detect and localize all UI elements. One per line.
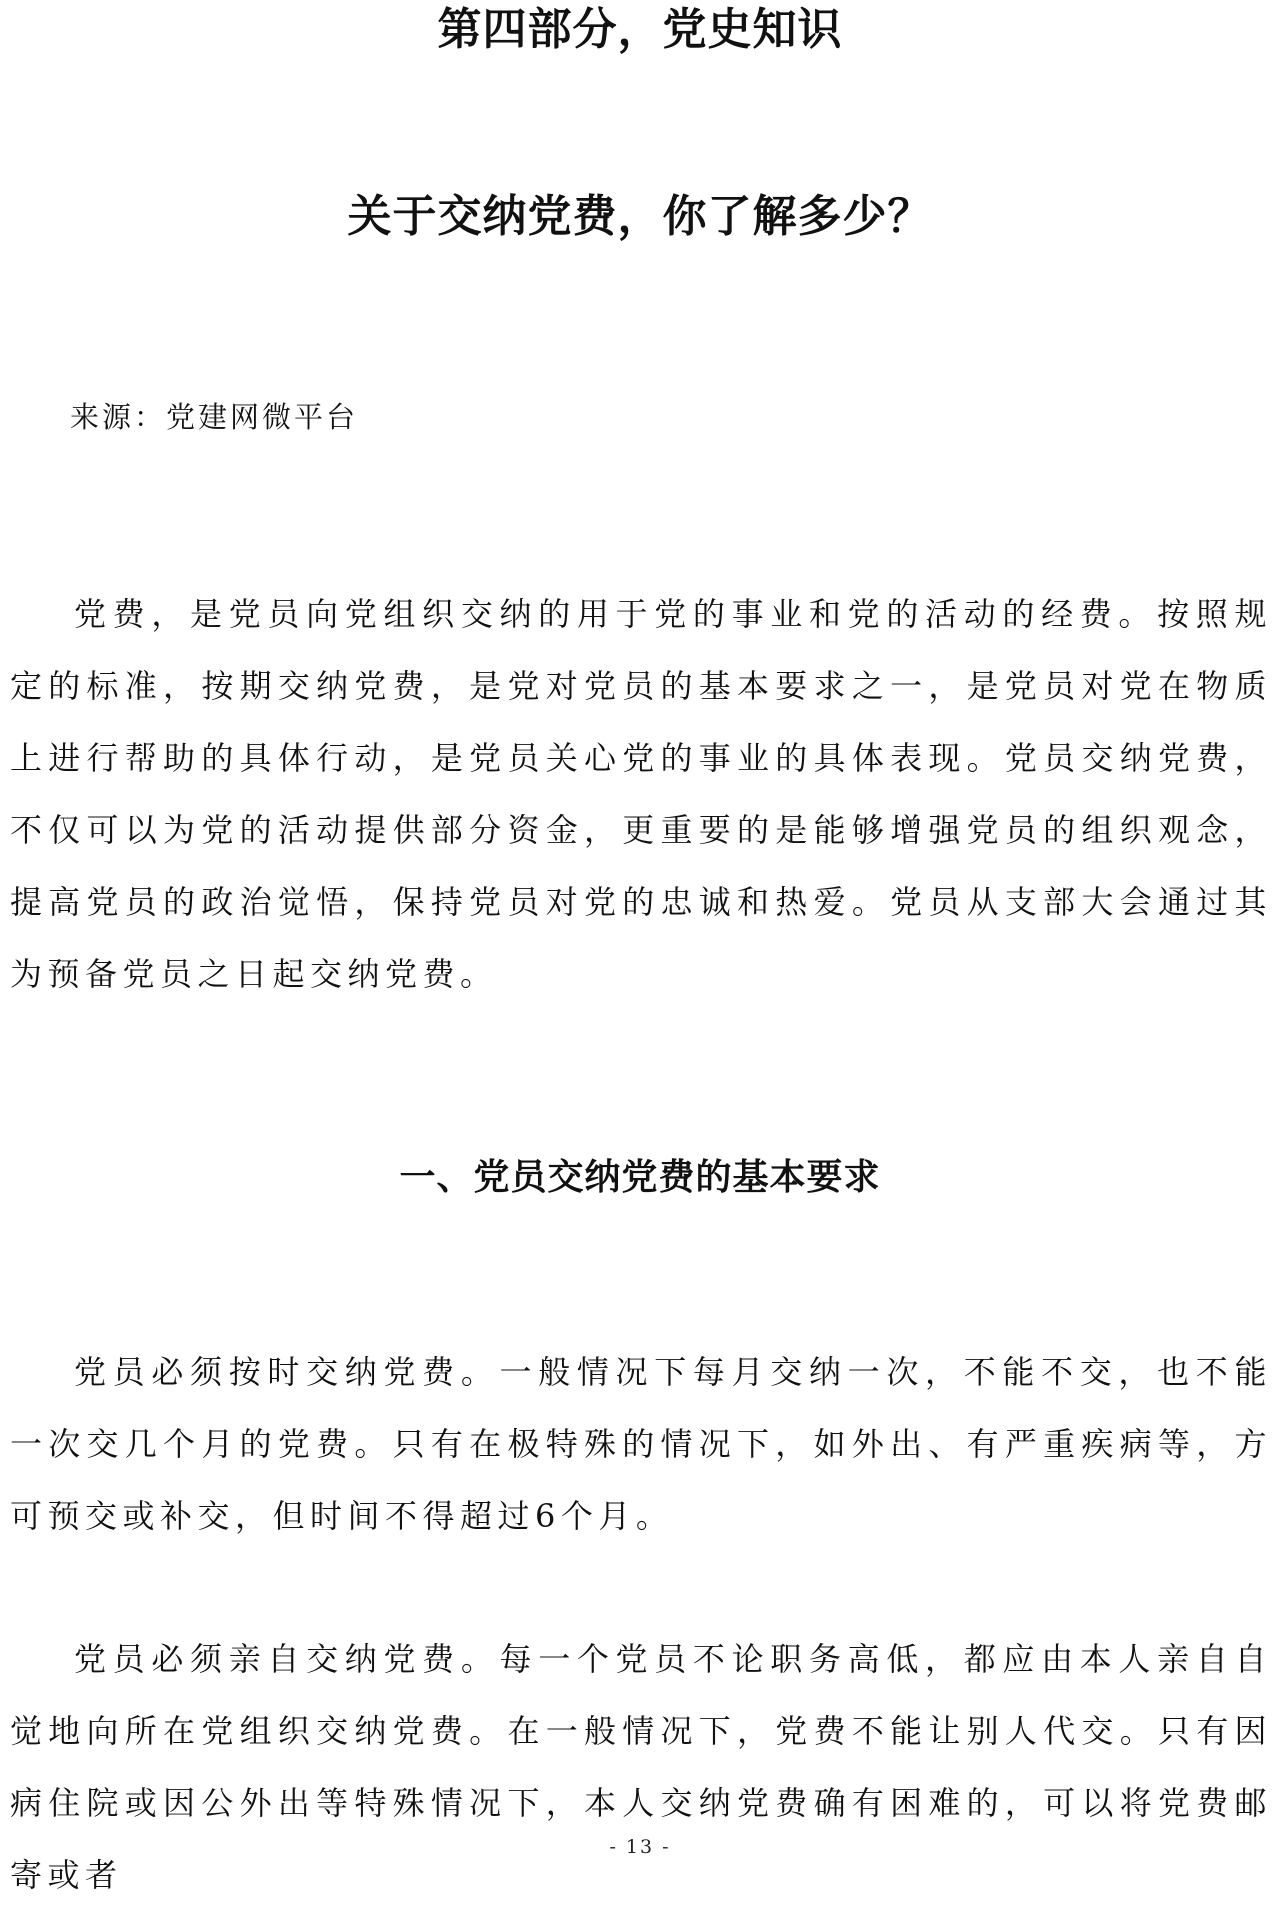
article-title: 关于交纳党费，你了解多少？ (347, 191, 933, 242)
section-heading: 一、党员交纳党费的基本要求 (399, 1157, 881, 1198)
body-paragraph: 党员必须按时交纳党费。一般情况下每月交纳一次，不能不交，也不能一次交几个月的党费。只有在极特殊的情况下，如外出、有严重疾病等，方可预交或补交，但时间不得超过6个月。 (10, 1353, 1272, 1535)
part-title: 第四部分，党史知识 (437, 4, 843, 55)
source-line: 来源：党建网微平台 (70, 400, 359, 434)
body-paragraph: 党员必须亲自交纳党费。每一个党员不论职务高低，都应由本人亲自自觉地向所在党组织交纳党费。在一般情况下，党费不能让别人代交。只有因病住院或因公外出等特殊情况下，本人交纳党费确有困难的，可以将党费邮寄或者 (10, 1640, 1272, 1894)
intro-paragraph: 党费，是党员向党组织交纳的用于党的事业和党的活动的经费。按照规定的标准，按期交纳党费，是党对党员的基本要求之一，是党员对党在物质上进行帮助的具体行动，是党员关心党的事业的具体表现。党员交纳党费，不仅可以为党的活动提供部分资金，更重要的是能够增强党员的组织观念，提高党员的政治觉悟，保持党员对党的忠诚和热爱。党员从支部大会通过其为预备党员之日起交纳党费。 (10, 595, 1272, 993)
page-number: - 13 - (609, 1836, 671, 1858)
